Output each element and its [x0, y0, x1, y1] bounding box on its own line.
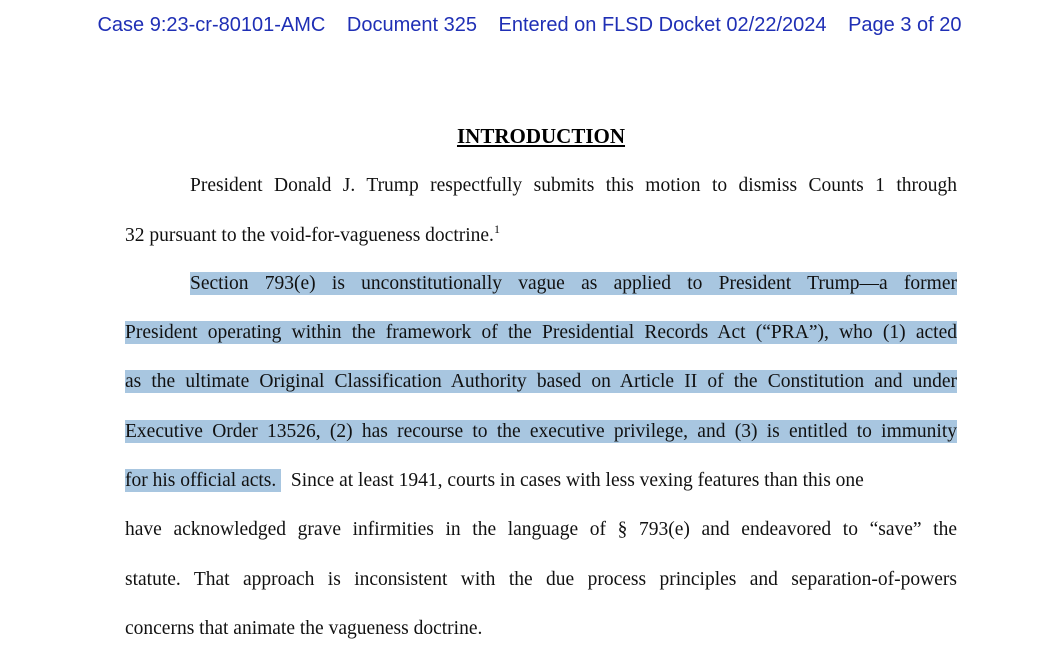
- paragraph2-line5: [125, 469, 957, 493]
- docket-header: [0, 14, 1059, 37]
- footnote-marker[interactable]: 1: [493, 222, 500, 236]
- section-heading: INTRODUCTION: [456, 124, 626, 148]
- paragraph2-line7: statute. That approach is inconsistent with the due process principles and separation-of-powers: [125, 569, 957, 590]
- paragraph1-line1: President Donald J. Trump respectfully submits this motion to dismiss Counts 1 through: [190, 175, 957, 196]
- highlighted-text: Executive Order 13526, (2) has recourse to the executive privilege, and (3) is entitled to immunity: [125, 421, 957, 442]
- paragraph2-line6: have acknowledged grave infirmities in the language of § 793(e) and endeavored to “save” the: [125, 519, 957, 540]
- paragraph2-line5-rest: Since at least 1941, courts in cases with less vexing features than this one: [290, 470, 864, 491]
- page-number: Page 3 of 20: [848, 14, 962, 36]
- highlighted-text: for his official acts.: [125, 470, 277, 491]
- paragraph1-line2: [125, 224, 957, 248]
- docket-entry: Entered on FLSD Docket 02/22/2024: [498, 14, 827, 36]
- paragraph2-line1: [190, 272, 957, 296]
- case-number: Case 9:23-cr-80101-AMC: [97, 14, 326, 36]
- paragraph2-line3: [125, 370, 957, 394]
- paragraph2-line2: [125, 321, 957, 345]
- highlighted-text: Section 793(e) is unconstitutionally vague as applied to President Trump—a former: [190, 273, 957, 294]
- document-number: Document 325: [346, 14, 477, 36]
- highlighted-text: as the ultimate Original Classification Authority based on Article II of the Constitution and under: [125, 371, 957, 392]
- paragraph2-line4: [125, 420, 957, 444]
- paragraph1-line2-text: 32 pursuant to the void-for-vagueness doctrine.: [125, 225, 494, 246]
- paragraph2-line8: concerns that animate the vagueness doctrine.: [125, 618, 483, 639]
- highlighted-text: President operating within the framework of the Presidential Records Act (“PRA”), who (1) acted: [125, 322, 957, 343]
